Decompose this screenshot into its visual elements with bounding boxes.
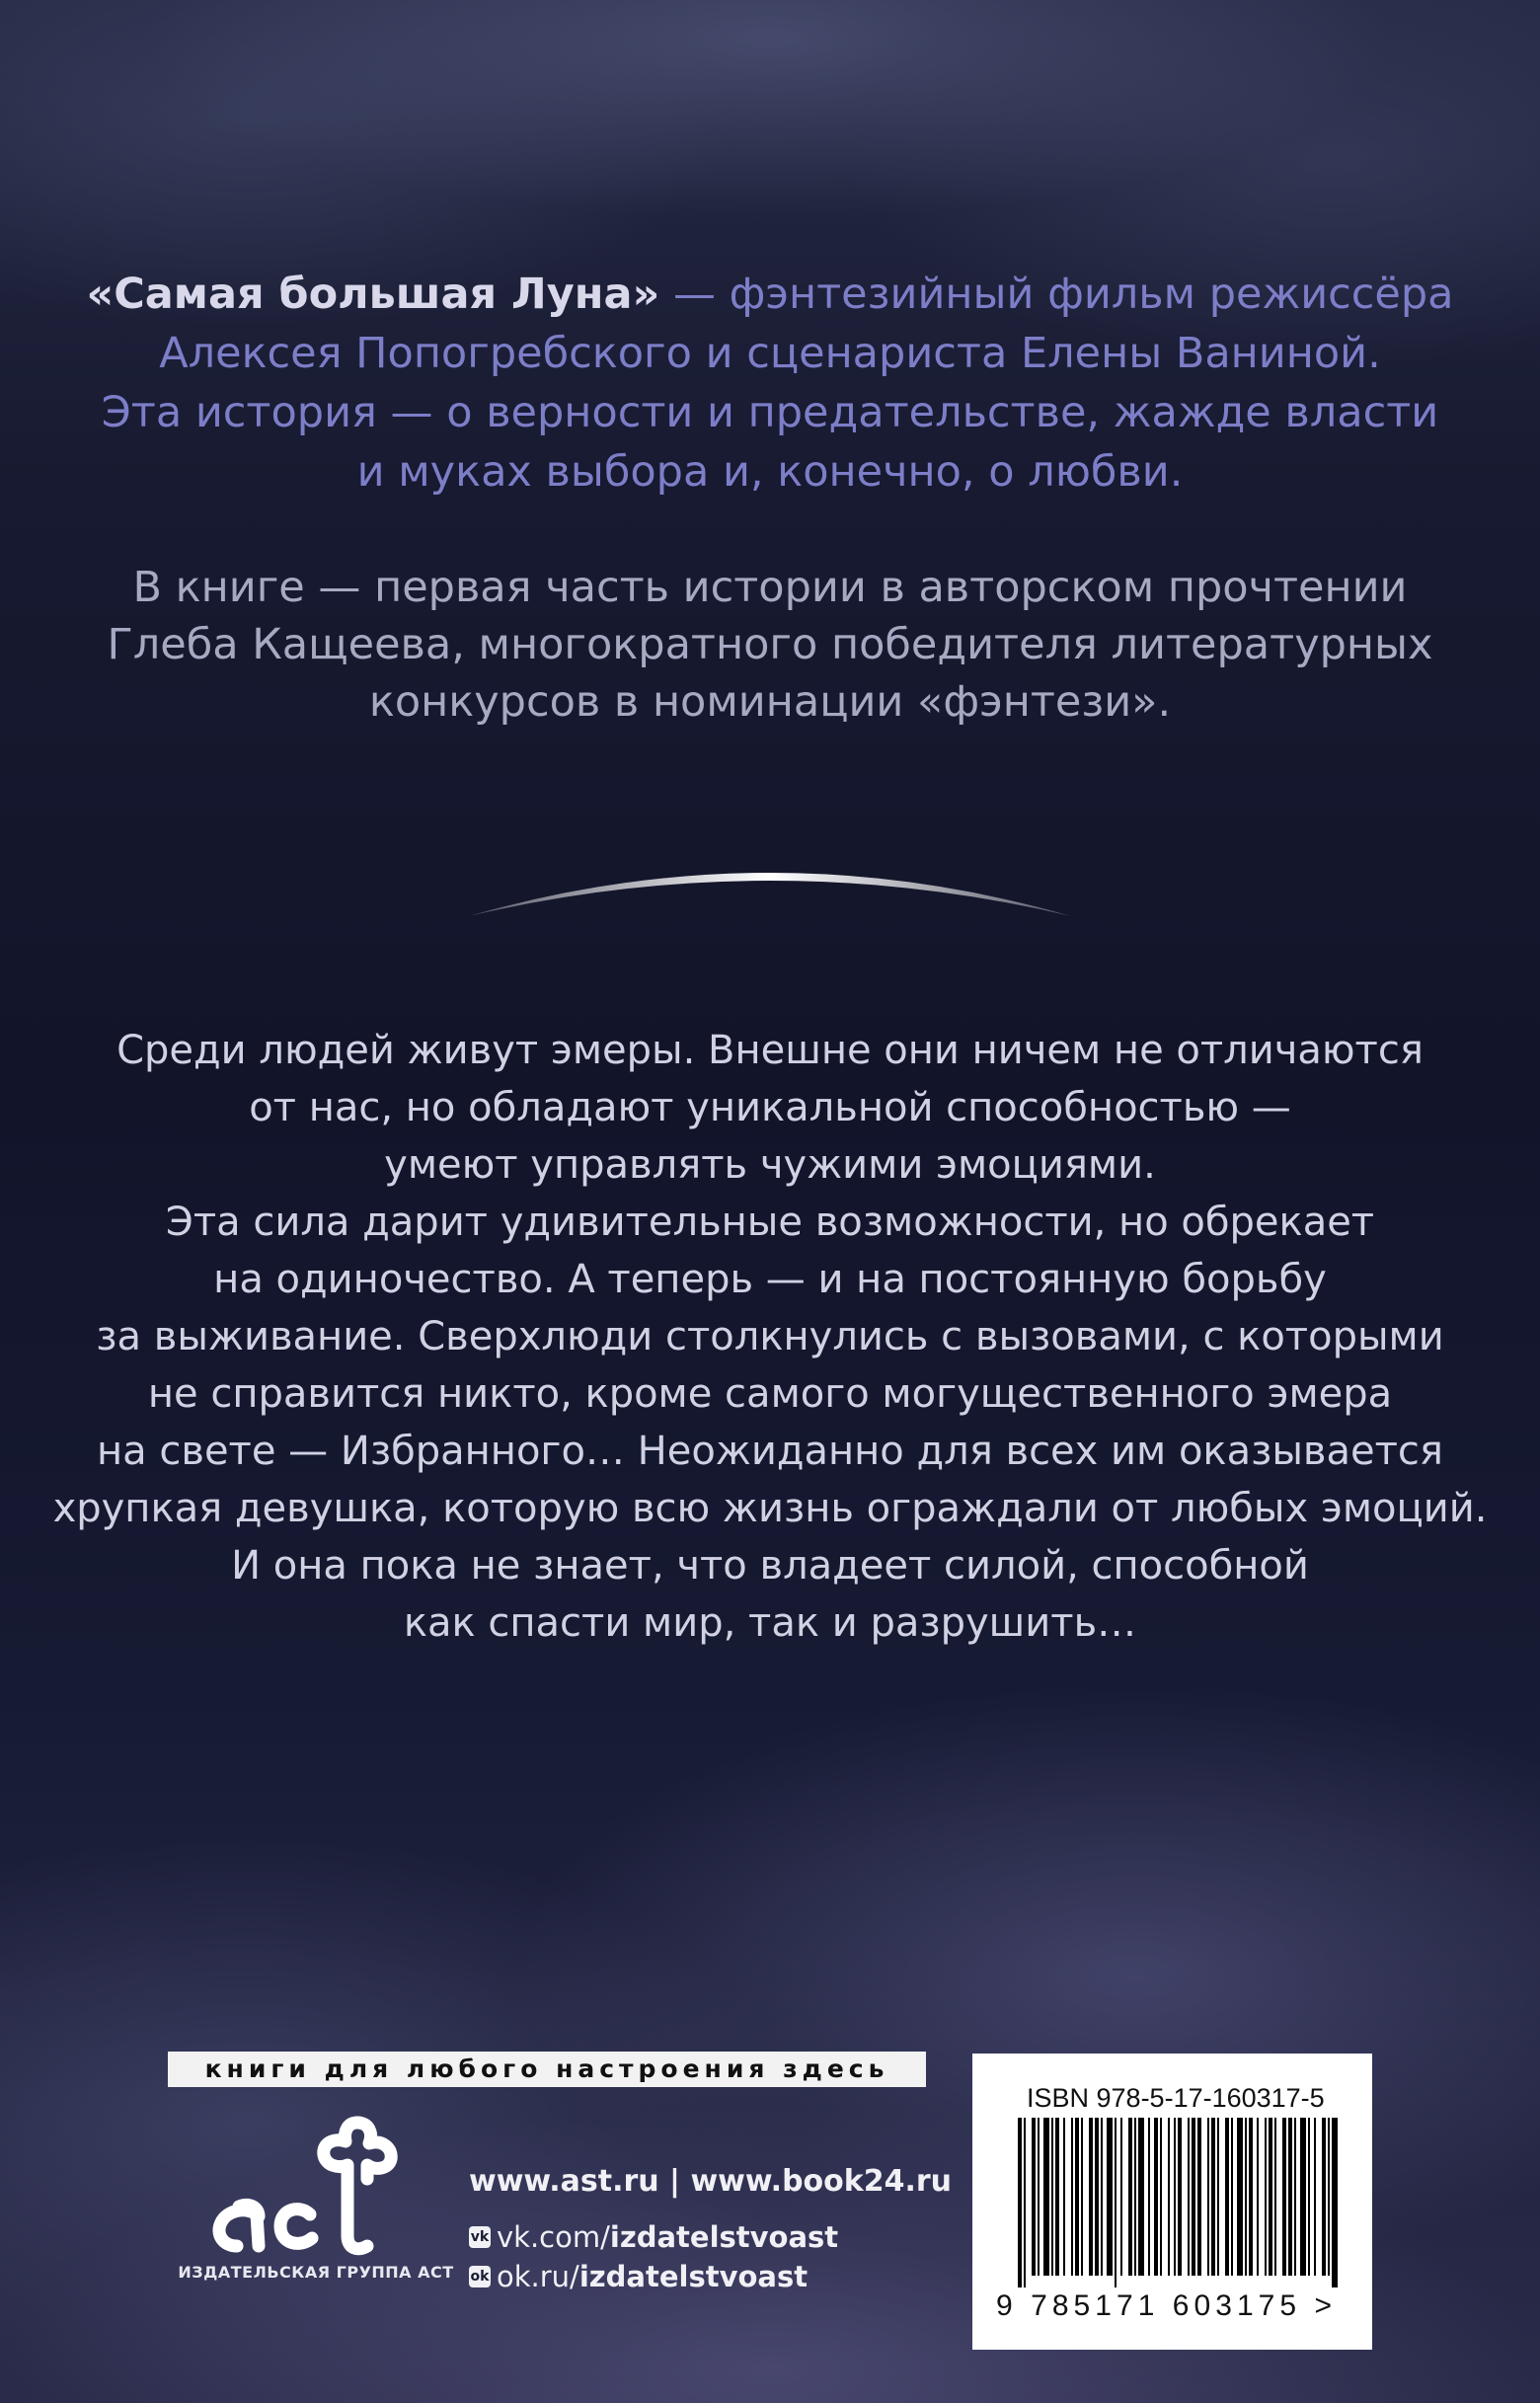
synopsis-line: Среди людей живут эмеры. Внешне они ничем не отличаются (116, 1028, 1424, 1073)
barcode-bar (1288, 2118, 1292, 2276)
barcode-bar (1043, 2118, 1049, 2276)
intro-line-2: Алексея Попогребского и сценариста Елены Ваниной. (159, 329, 1381, 378)
book-title-phrase: «Самая большая Луна» (86, 270, 660, 319)
barcode-bar (1089, 2118, 1093, 2276)
barcode-bar (1237, 2118, 1243, 2276)
synopsis-paragraph (0, 1022, 1540, 1652)
barcode-bar (1024, 2118, 1026, 2287)
synopsis-line: на свете — Избранного… Неожиданно для всех им оказывается (97, 1429, 1443, 1474)
barcode-bar (1148, 2118, 1150, 2276)
isbn-number: ISBN 978-5-17-160317-5 (1027, 2083, 1325, 2113)
intro-line-3: Эта история — о верности и предательстве, жажде власти (101, 388, 1439, 437)
barcode-bar (1120, 2118, 1122, 2276)
barcode-icon (992, 2118, 1357, 2320)
barcode-bar (1055, 2118, 1059, 2276)
barcode-bar (1063, 2118, 1065, 2276)
barcode-bar (1038, 2118, 1040, 2276)
barcode-bar (1128, 2118, 1132, 2276)
barcode-bar (1314, 2118, 1316, 2276)
synopsis-line: как спасти мир, так и разрушить… (403, 1600, 1137, 1646)
barcode-bar (1032, 2118, 1036, 2276)
barcode-bar (1107, 2118, 1113, 2276)
barcode-bar (1095, 2118, 1099, 2276)
barcode-bar (1207, 2118, 1209, 2276)
vk-icon: vk (469, 2226, 491, 2248)
barcode-bar (1282, 2118, 1286, 2276)
ok-prefix: ok.ru/ (497, 2260, 579, 2293)
barcode-bar (1192, 2118, 1195, 2276)
about-line: конкурсов в номинации «фэнтези». (368, 677, 1172, 727)
barcode-bar (1217, 2118, 1219, 2276)
barcode-digits: 9 785171 603175 > (996, 2289, 1332, 2320)
barcode-bar (1265, 2118, 1267, 2276)
barcode-bar (1101, 2118, 1103, 2276)
website-links[interactable]: www.ast.ru | www.book24.ru (469, 2164, 953, 2199)
vk-name: izdatelstvoast (609, 2220, 839, 2254)
vk-link[interactable] (469, 2217, 952, 2257)
intro-line-4: и муках выбора и, конечно, о любви. (356, 447, 1184, 497)
ok-link[interactable] (469, 2257, 952, 2296)
barcode-bar (1294, 2118, 1296, 2276)
barcode-bar (1269, 2118, 1272, 2276)
synopsis-line: Эта сила дарит удивительные возможности, но обрекает (165, 1200, 1375, 1245)
barcode-bar (1075, 2118, 1079, 2276)
synopsis-line: И она пока не знает, что владеет силой, способной (231, 1543, 1309, 1589)
barcode-bar (1071, 2118, 1073, 2276)
ok-name: izdatelstvoast (578, 2260, 808, 2293)
moon-arc-decoration (464, 849, 1076, 928)
barcode-bar (1245, 2118, 1247, 2276)
barcode-bar (1308, 2118, 1310, 2276)
barcode-bar (1051, 2118, 1053, 2276)
intro-line-1 (0, 265, 1540, 324)
about-line: В книге — первая часть истории в авторском прочтении (132, 563, 1408, 612)
barcode-bar (1249, 2118, 1253, 2276)
barcode-bar (1225, 2118, 1229, 2276)
vk-prefix: vk.com/ (497, 2220, 610, 2254)
barcode-bar (1257, 2118, 1259, 2276)
synopsis-line: за выживание. Сверхлюди столкнулись с вызовами, с которыми (96, 1314, 1444, 1359)
barcode-bar (1134, 2118, 1136, 2276)
barcode-bar (1197, 2118, 1201, 2276)
tagline-banner: книги для любого настроения здесь (168, 2052, 926, 2087)
barcode-bar (1188, 2118, 1190, 2276)
publisher-links (469, 2162, 952, 2296)
barcode-bar (1322, 2118, 1326, 2276)
barcode-bar (1154, 2118, 1158, 2276)
barcode-bar (1174, 2118, 1176, 2276)
barcode-bar (1328, 2118, 1330, 2276)
barcode-bar (1274, 2118, 1276, 2276)
publisher-caption: ИЗДАТЕЛЬСКАЯ ГРУППА АСТ (178, 2263, 454, 2282)
synopsis-line: от нас, но обладают уникальной способностью — (249, 1085, 1291, 1130)
barcode-bar (1115, 2118, 1116, 2287)
barcode-bar (1018, 2118, 1022, 2287)
about-line: Глеба Кащеева, многократного победителя литературных (107, 620, 1433, 669)
ok-icon: ok (469, 2266, 491, 2287)
barcode-bar (1178, 2118, 1182, 2276)
barcode-bar (1211, 2118, 1215, 2276)
barcode-bar (1138, 2118, 1144, 2276)
barcode-bar (1300, 2118, 1306, 2276)
barcode-bar (1332, 2118, 1338, 2287)
barcode-bar (1168, 2118, 1170, 2276)
intro-paragraph (0, 265, 1540, 502)
synopsis-line: умеют управлять чужими эмоциями. (384, 1142, 1156, 1188)
intro-line-1-rest: — фэнтезийный фильм режиссёра (659, 270, 1454, 319)
barcode-bar (1160, 2118, 1162, 2276)
synopsis-line: хрупкая девушка, которую всю жизнь ограждали от любых эмоций. (52, 1486, 1488, 1531)
synopsis-line: на одиночество. А теперь — и на постоянную борьбу (213, 1257, 1327, 1302)
barcode-bar (1231, 2118, 1233, 2276)
synopsis-line: не справится никто, кроме самого могущественного эмера (147, 1371, 1393, 1417)
about-paragraph (0, 559, 1540, 731)
isbn-barcode-box (972, 2054, 1372, 2350)
barcode-bar (1081, 2118, 1083, 2276)
ast-logo-icon (209, 2108, 417, 2256)
